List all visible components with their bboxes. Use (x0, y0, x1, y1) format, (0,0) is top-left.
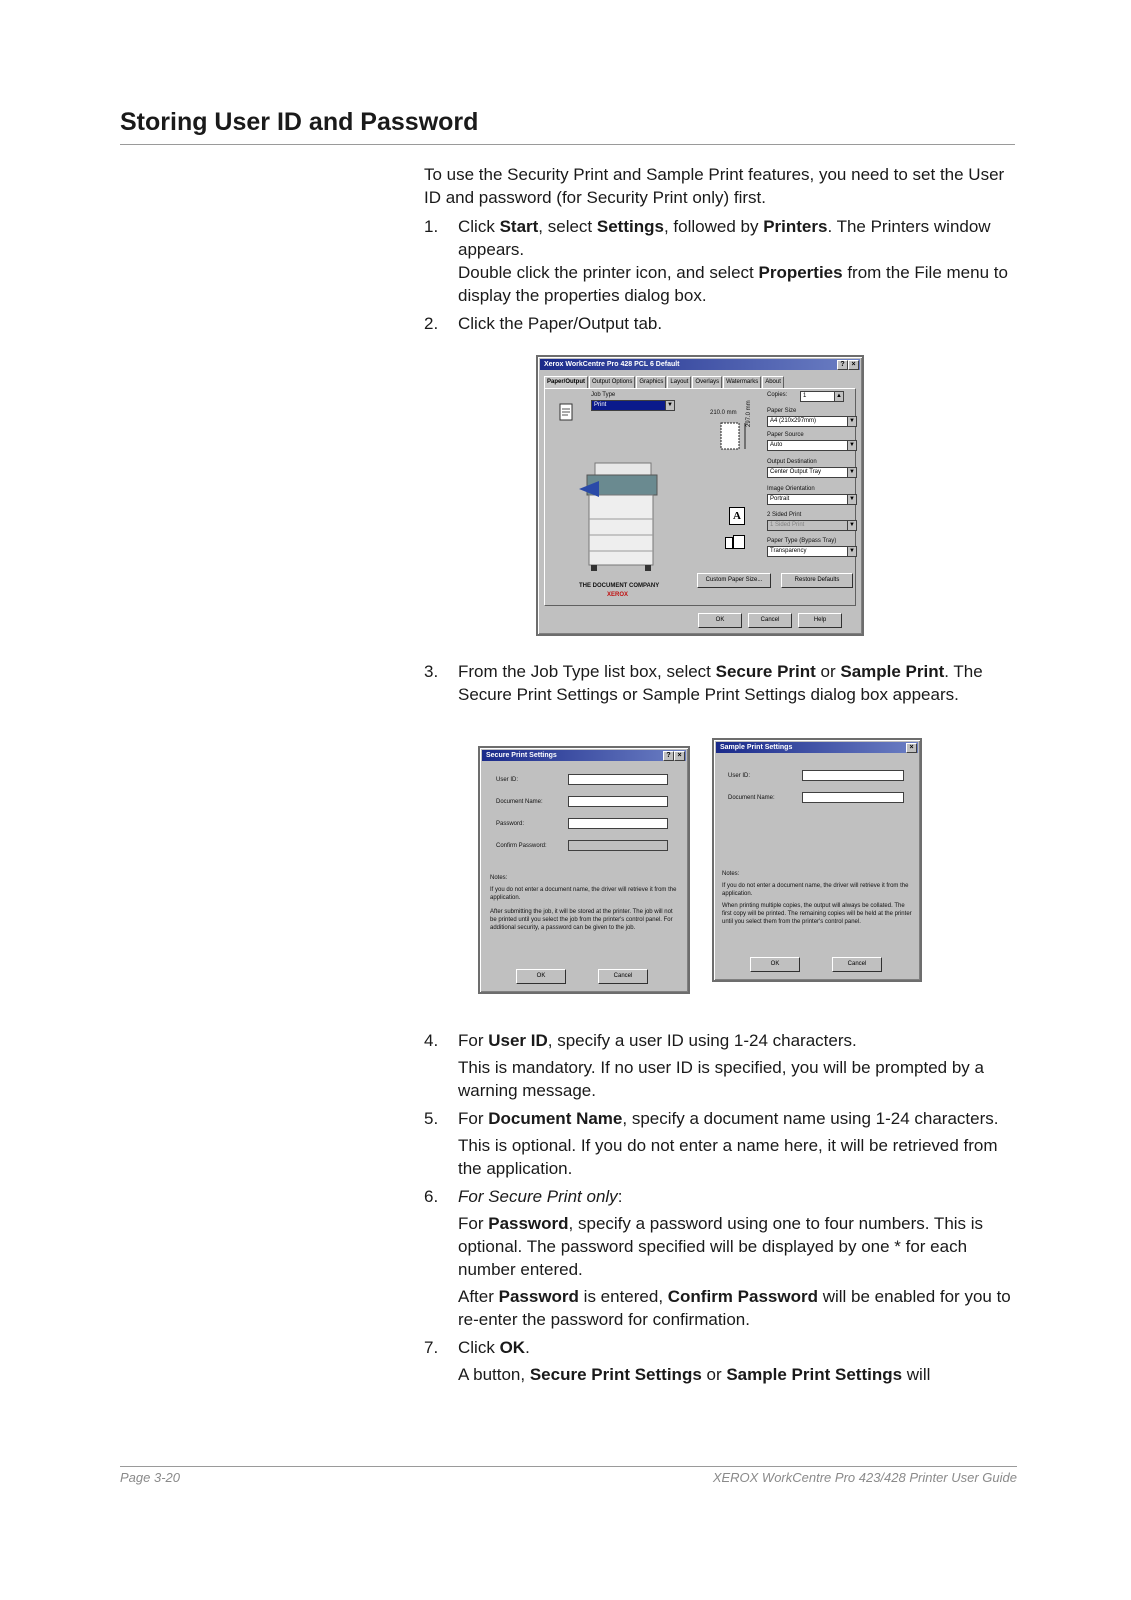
sample-print-settings-dialog (712, 738, 922, 982)
ok-button[interactable]: OK (750, 957, 800, 972)
document-name-input[interactable] (802, 792, 904, 803)
step-number: 3. (424, 662, 439, 681)
tab-watermarks[interactable]: Watermarks (723, 376, 761, 388)
copies-label: Copies: (767, 392, 788, 398)
step-text: Click Start, select Settings, followed by Printers. The Printers window appears. (458, 217, 991, 259)
properties-dialog-figure (424, 340, 1020, 660)
printer-machine-illustration (575, 459, 667, 577)
step-text: From the Job Type list box, select Secure Print or Sample Print. The Secure Print Settings or Sample Print Settings dialog box appears. (458, 662, 983, 704)
tab-paper-output[interactable]: Paper/Output (544, 376, 588, 388)
help-icon[interactable]: ? (663, 751, 674, 761)
image-orientation-label: Image Orientation (767, 486, 815, 492)
help-button[interactable]: Help (798, 613, 842, 628)
step-subtext: For Password, specify a password using one to four numbers. This is optional. The password specified will be displayed by one * for each number entered. (458, 1214, 984, 1279)
step-3 (424, 660, 1020, 706)
output-destination-select[interactable]: Center Output Tray ▼ (767, 467, 857, 478)
properties-dialog (536, 355, 864, 636)
step-6 (424, 1185, 1020, 1331)
help-icon[interactable]: ? (837, 360, 848, 370)
output-destination-label: Output Destination (767, 459, 817, 465)
page-number: Page 3-20 (120, 1470, 180, 1485)
document-name-label: Document Name: (496, 799, 543, 805)
tab-layout[interactable]: Layout (667, 376, 691, 388)
page-title: Storing User ID and Password (120, 108, 479, 136)
document-icon (559, 403, 573, 421)
main-content (424, 163, 1020, 1391)
tab-strip (544, 376, 856, 388)
cancel-button[interactable]: Cancel (598, 969, 648, 984)
user-id-label: User ID: (496, 777, 519, 783)
dialog-title: Xerox WorkCentre Pro 428 PCL 6 Default (544, 361, 680, 368)
note-text: If you do not enter a document name, the driver will retrieve it from the application. (722, 883, 909, 897)
custom-paper-size-button[interactable]: Custom Paper Size... (697, 573, 771, 588)
tab-graphics[interactable]: Graphics (636, 376, 666, 388)
step-subtext: Double click the printer icon, and select Properties from the File menu to display the properties dialog box. (458, 263, 1008, 305)
title-divider (120, 144, 1015, 145)
paper-width-label: 210.0 mm (710, 410, 737, 416)
chevron-down-icon: ▼ (847, 417, 856, 426)
step-number: 6. (424, 1187, 439, 1206)
spinner-icon: ▲ (834, 392, 843, 401)
step-number: 2. (424, 314, 439, 333)
step-1 (424, 215, 1020, 307)
close-icon[interactable]: × (674, 751, 685, 761)
duplex-icon (725, 537, 733, 549)
document-name-label: Document Name: (728, 795, 775, 801)
ok-button[interactable]: OK (516, 969, 566, 984)
cancel-button[interactable]: Cancel (748, 613, 792, 628)
step-number: 1. (424, 217, 439, 236)
chevron-down-icon: ▼ (665, 401, 674, 410)
confirm-password-label: Confirm Password: (496, 843, 547, 849)
chevron-down-icon: ▼ (847, 468, 856, 477)
tab-output-options[interactable]: Output Options (589, 376, 635, 388)
step-subtext: After Password is entered, Confirm Password will be enabled for you to re-enter the password for confirmation. (458, 1287, 1011, 1329)
paper-type-select[interactable]: Transparency ▼ (767, 546, 857, 557)
paper-source-label: Paper Source (767, 432, 804, 438)
step-5 (424, 1107, 1020, 1180)
chevron-down-icon: ▼ (847, 441, 856, 450)
job-type-select[interactable]: Print ▼ (591, 400, 675, 411)
step-2 (424, 312, 1020, 335)
ok-button[interactable]: OK (698, 613, 742, 628)
footer-divider (120, 1466, 1017, 1467)
dialog-titlebar (716, 742, 918, 753)
portrait-orientation-icon: A (729, 507, 745, 525)
paper-type-label: Paper Type (Bypass Tray) (767, 538, 837, 544)
duplex-page-icon (733, 535, 745, 549)
dialog-titlebar (482, 750, 686, 761)
step-text: Click the Paper/Output tab. (458, 314, 663, 333)
two-sided-label: 2 Sided Print (767, 512, 802, 518)
note-text: If you do not enter a document name, the driver will retrieve it from the application. (490, 887, 677, 901)
notes-label: Notes: (722, 871, 740, 877)
user-id-input[interactable] (568, 774, 668, 785)
password-label: Password: (496, 821, 525, 827)
step-7 (424, 1336, 1020, 1386)
step-number: 5. (424, 1109, 439, 1128)
dialog-title: Secure Print Settings (486, 752, 557, 759)
chevron-down-icon: ▼ (847, 521, 856, 530)
step-subtext: A button, Secure Print Settings or Sample Print Settings will (458, 1365, 931, 1384)
confirm-password-input[interactable] (568, 840, 668, 851)
notes-label: Notes: (490, 875, 508, 881)
secure-print-settings-dialog (478, 746, 690, 994)
chevron-down-icon: ▼ (847, 547, 856, 556)
machine-caption: THE DOCUMENT COMPANY (579, 583, 660, 589)
step-number: 4. (424, 1031, 439, 1050)
step-text: For Document Name, specify a document name using 1-24 characters. (458, 1109, 999, 1128)
tab-about[interactable]: About (762, 376, 784, 388)
chevron-down-icon: ▼ (847, 495, 856, 504)
step-text: For User ID, specify a user ID using 1-24 characters. (458, 1031, 857, 1050)
intro-paragraph: To use the Security Print and Sample Print features, you need to set the User ID and password (for Security Print only) first. (424, 165, 1005, 207)
step-subtext: This is optional. If you do not enter a name here, it will be retrieved from the application. (458, 1136, 998, 1178)
cancel-button[interactable]: Cancel (832, 957, 882, 972)
step-number: 7. (424, 1338, 439, 1357)
document-title-footer: XEROX WorkCentre Pro 423/428 Printer User Guide (712, 1470, 1017, 1485)
tab-panel (544, 388, 856, 606)
close-icon[interactable]: × (848, 360, 859, 370)
job-type-label: Job Type (591, 392, 616, 398)
paper-height-label: 297.0 mm (746, 400, 752, 427)
document-name-input[interactable] (568, 796, 668, 807)
two-sided-select[interactable]: 1 Sided Print ▼ (767, 520, 857, 531)
tab-overlays[interactable]: Overlays (692, 376, 722, 388)
step-subtext: This is mandatory. If no user ID is specified, you will be prompted by a warning message. (458, 1058, 984, 1100)
dialog-title: Sample Print Settings (720, 744, 793, 751)
image-orientation-select[interactable]: Portrait ▼ (767, 494, 857, 505)
note-text: After submitting the job, it will be stored at the printer. The job will not be printed until you select the job from the printer's control panel. For additional security, a password can be given to the job. (490, 909, 673, 931)
user-id-input[interactable] (802, 770, 904, 781)
restore-defaults-button[interactable]: Restore Defaults (781, 573, 853, 588)
step-text: Click OK. (458, 1338, 530, 1357)
note-text: When printing multiple copies, the output will always be collated. The first copy will be printed. The remaining copies will be held at the printer until you select them from the printer's control panel. (722, 903, 912, 925)
close-icon[interactable]: × (906, 743, 917, 753)
paper-size-label: Paper Size (767, 408, 797, 414)
copies-input[interactable]: 1 ▲ (800, 391, 844, 402)
paper-source-select[interactable]: Auto ▼ (767, 440, 857, 451)
user-id-label: User ID: (728, 773, 751, 779)
step-text: For Secure Print only: (458, 1187, 623, 1206)
dialog-titlebar (540, 359, 860, 370)
settings-dialogs-figure (424, 711, 1020, 1029)
step-4 (424, 1029, 1020, 1102)
xerox-logo-text: XEROX (607, 592, 629, 598)
password-input[interactable] (568, 818, 668, 829)
paper-size-select[interactable]: A4 (210x297mm) ▼ (767, 416, 857, 427)
